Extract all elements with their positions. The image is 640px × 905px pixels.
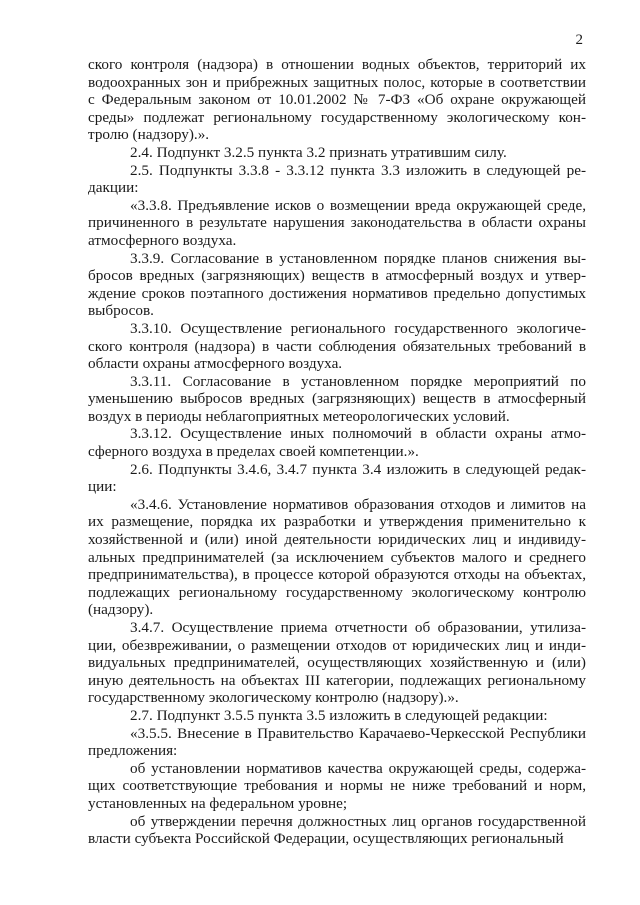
paragraph-officials-list: об утверждении перечня должностных лиц органов государственной власти субъекта Российской Федерации, осуществляющих региональный bbox=[88, 812, 586, 848]
paragraph-2-5: 2.5. Подпункты 3.3.8 - 3.3.12 пункта 3.3 изложить в следующей редакции: bbox=[88, 161, 586, 197]
paragraph-3-3-12: 3.3.12. Осуществление иных полномочий в области охраны атмосферного воздуха в пределах своей компетенции.». bbox=[88, 425, 586, 461]
paragraph-3-3-11: 3.3.11. Согласование в установленном порядке мероприятий по уменьшению выбросов вредных (загрязняющих) веществ в атмосферный воздух в периоды неблагоприятных метеорологических условий. bbox=[88, 372, 586, 425]
page-number: 2 bbox=[575, 32, 583, 48]
document-body bbox=[88, 56, 586, 848]
paragraph-2-4: 2.4. Подпункт 3.2.5 пункта 3.2 признать утратившим силу. bbox=[130, 143, 507, 161]
paragraph-3-3-9: 3.3.9. Согласование в установленном порядке планов снижения выбросов вредных (загрязняющих) веществ в атмосферный воздух и утверждение сроков поэтапного достижения нормативов предельно допустимых выбросов. bbox=[88, 249, 586, 320]
paragraph-2-7: 2.7. Подпункт 3.5.5 пункта 3.5 изложить в следующей редакции: bbox=[130, 706, 548, 724]
paragraph-3-5-5: «3.5.5. Внесение в Правительство Карачаево-Черкесской Республики предложения: bbox=[88, 724, 586, 760]
paragraph-3-3-8: «3.3.8. Предъявление исков о возмещении вреда окружающей среде, причиненного в результате нарушения законодательства в области охраны атмосферного воздуха. bbox=[88, 196, 586, 249]
paragraph-3-4-6: «3.4.6. Установление нормативов образования отходов и лимитов на их размещение, порядка их разработки и утверждения применительно к хозяйственной и (или) иной деятельности юридических лиц и индивидуальных предпринимателей (за исключением субъектов малого и среднего предпринимательства), в процессе которой образуются отходы на объектах, подлежащих региональному государственному экологическому контролю (надзору). bbox=[88, 495, 586, 619]
paragraph-3-3-10: 3.3.10. Осуществление регионального государственного экологического контроля (надзора) в части соблюдения обязательных требований в области охраны атмосферного воздуха. bbox=[88, 319, 586, 373]
paragraph-standards: об установлении нормативов качества окружающей среды, содержащих соответствующие требования и нормы не ниже требований и норм, установленных на федеральном уровне; bbox=[88, 759, 586, 812]
paragraph-2-6: 2.6. Подпункты 3.4.6, 3.4.7 пункта 3.4 изложить в следующей редакции: bbox=[88, 460, 586, 496]
paragraph-continuation: ского контроля (надзора) в отношении водных объектов, территорий их водоохранных зон и прибрежных защитных полос, которые в соответствии с Федеральным законом от 10.01.2002 № 7-ФЗ «Об охране окружающей среды» подлежат региональному государственному экологическому контролю (надзору).». bbox=[88, 56, 586, 144]
paragraph-3-4-7: 3.4.7. Осуществление приема отчетности об образовании, утилизации, обезвреживании, о размещении отходов от юридических лиц и индивидуальных предпринимателей, осуществляющих хозяйственную и (или) иную деятельность на объектах III категории, подлежащих региональному государственному экологическому контролю (надзору).». bbox=[88, 619, 586, 707]
